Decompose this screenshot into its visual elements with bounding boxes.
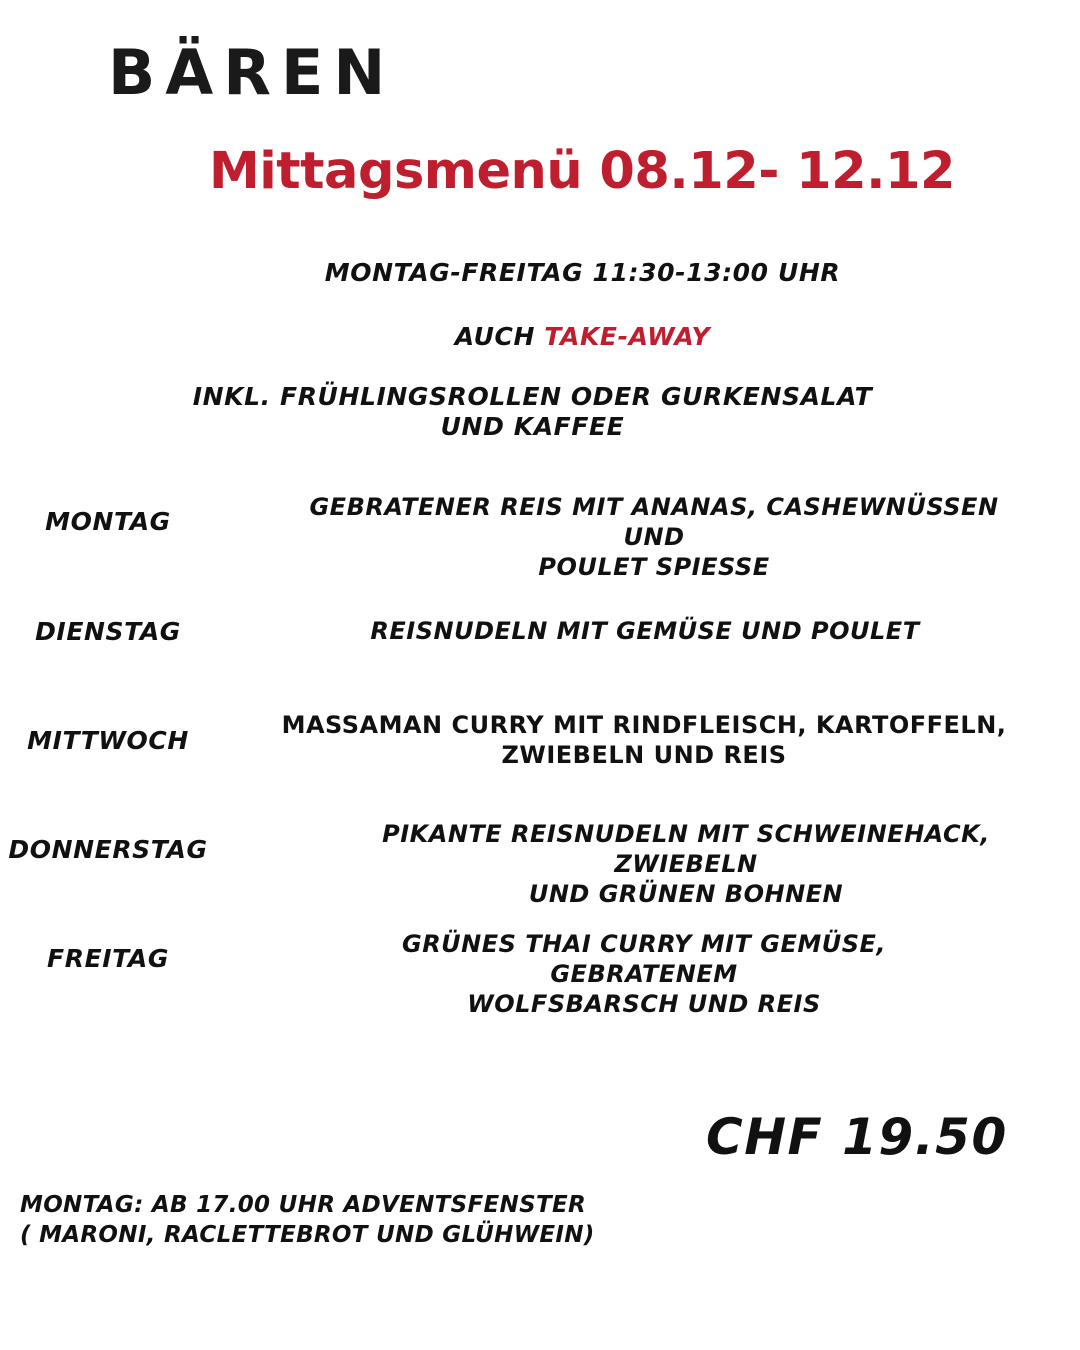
dish-line-1: GRÜNES THAI CURRY MIT GEMÜSE, GEBRATENEM [402, 930, 886, 988]
day-monday: MONTAG [45, 507, 171, 536]
dish-line-1: PIKANTE REISNUDELN MIT SCHWEINEHACK, ZWIEBELN [382, 820, 990, 878]
dish-line-2: ZWIEBELN UND REIS [501, 741, 787, 769]
takeaway-highlight: TAKE-AWAY [544, 322, 711, 351]
menu-price: CHF 19.50 [706, 1108, 1008, 1166]
advent-note [20, 1190, 595, 1250]
includes-line-2: UND KAFFEE [440, 412, 625, 441]
dish-monday [290, 492, 1018, 582]
takeaway-prefix: AUCH [454, 322, 545, 351]
dish-line-2: WOLFSBARSCH UND REIS [467, 990, 821, 1018]
includes-note [100, 382, 965, 442]
dish-line-1: REISNUDELN MIT GEMÜSE UND POULET [370, 617, 920, 645]
advent-note-line-2: ( MARONI, RACLETTEBROT UND GLÜHWEIN) [20, 1222, 595, 1248]
day-wednesday: MITTWOCH [27, 726, 189, 755]
dish-line-2: UND GRÜNEN BOHNEN [528, 880, 844, 908]
page-title: Mittagsmenü 08.12- 12.12 [209, 142, 955, 201]
day-thursday: DONNERSTAG [8, 835, 208, 864]
dish-line-1: GEBRATENER REIS MIT ANANAS, CASHEWNÜSSEN UND [309, 493, 999, 551]
dish-thursday [318, 819, 1054, 909]
opening-hours: MONTAG-FREITAG 11:30-13:00 UHR [324, 258, 841, 287]
logo-brand: BÄREN [108, 36, 396, 109]
dish-wednesday [270, 710, 1018, 770]
day-tuesday: DIENSTAG [35, 617, 181, 646]
dish-line-2: POULET SPIESSE [538, 553, 770, 581]
dish-tuesday [290, 616, 1000, 646]
day-friday: FREITAG [47, 944, 169, 973]
dish-line-1: MASSAMAN CURRY MIT RINDFLEISCH, KARTOFFELN, [281, 711, 1007, 739]
advent-note-line-1: MONTAG: AB 17.00 UHR ADVENTSFENSTER [20, 1192, 586, 1218]
takeaway-note [150, 322, 1015, 352]
dish-friday [310, 929, 978, 1019]
includes-line-1: INKL. FRÜHLINGSROLLEN ODER GURKENSALAT [192, 382, 873, 411]
